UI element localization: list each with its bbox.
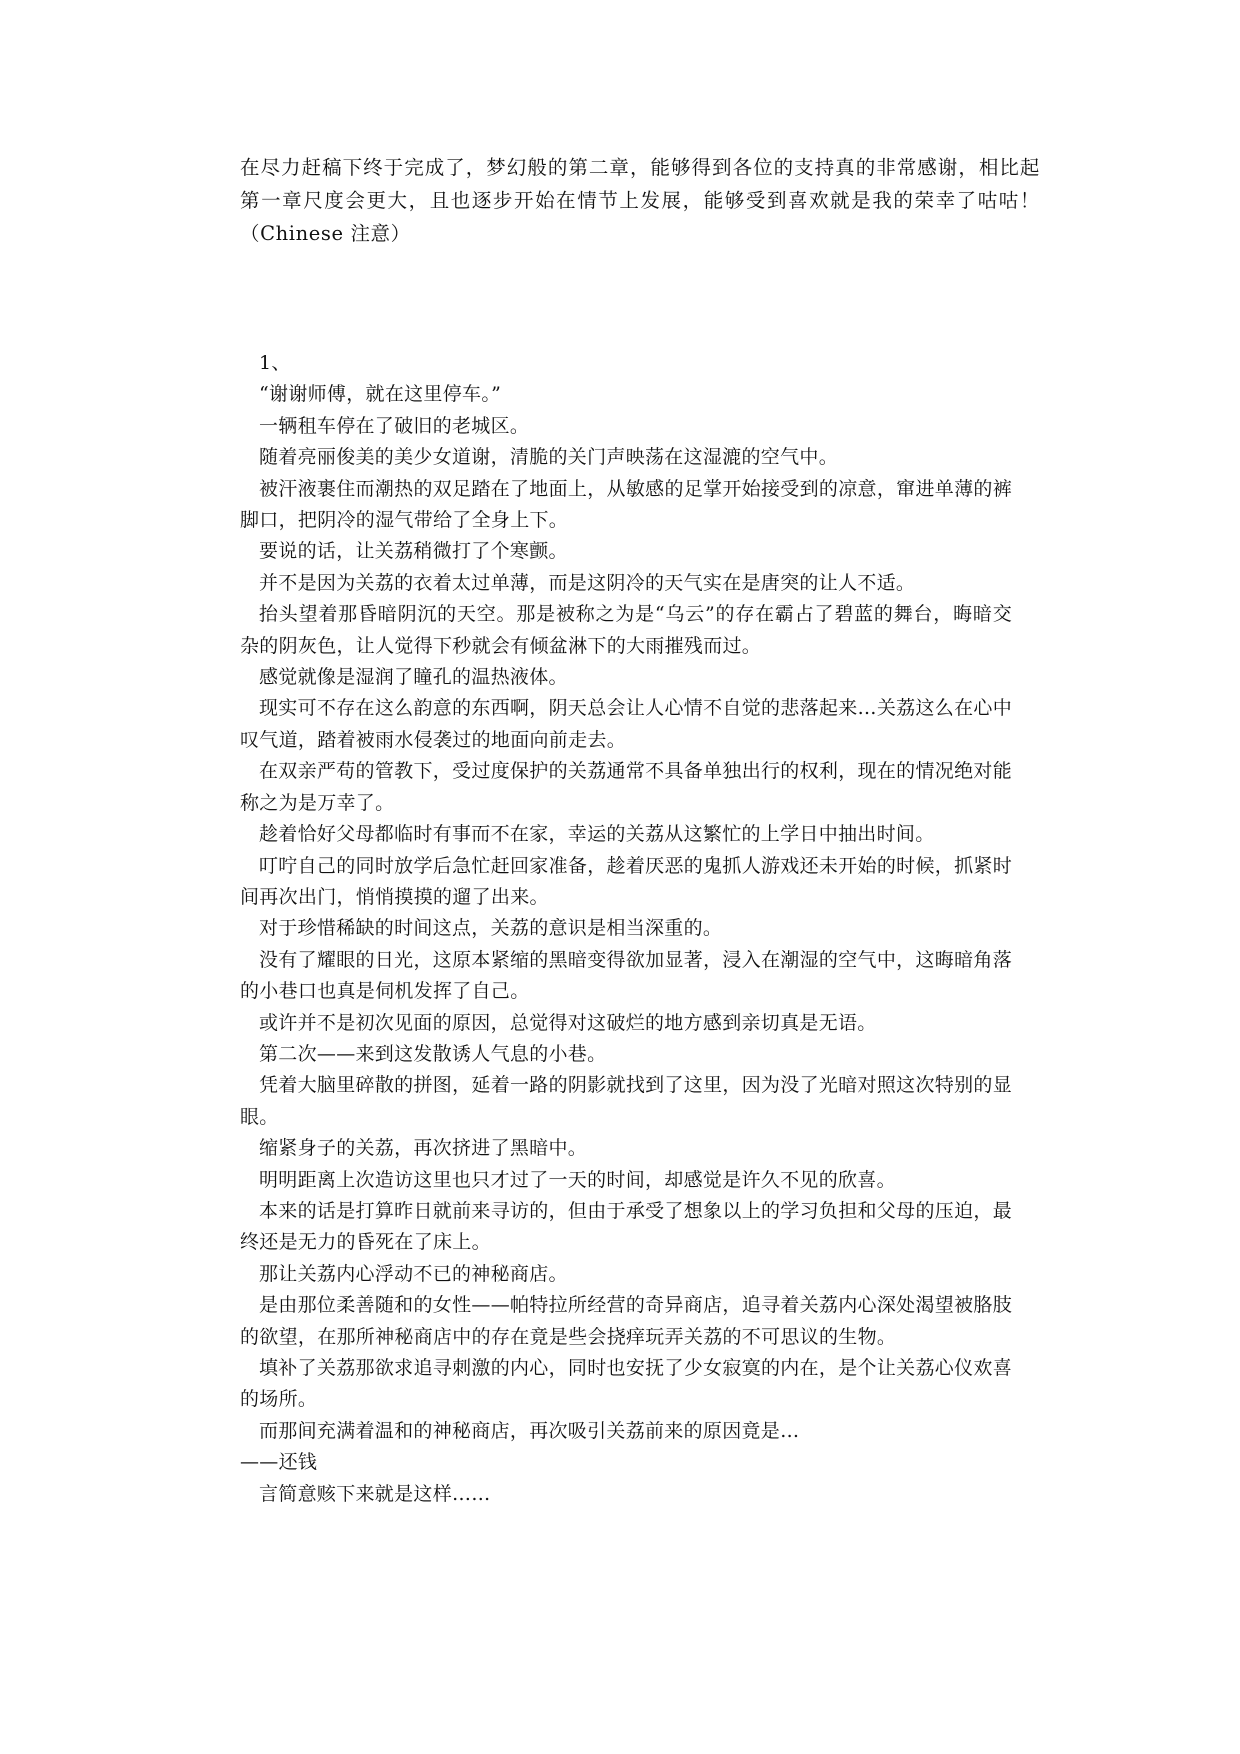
paragraph: 被汗液裹住而潮热的双足踏在了地面上，从敏感的足掌开始接受到的凉意，窜进单薄的裤脚口，把阴冷的湿气带给了全身上下。 (240, 477, 1012, 532)
paragraph: 填补了关荔那欲求追寻刺激的内心，同时也安抚了少女寂寞的内在，是个让关荔心仪欢喜的场所。 (240, 1357, 1012, 1411)
paragraph: 第二次——来到这发散诱人气息的小巷。 (259, 1042, 607, 1065)
paragraph: 并不是因为关荔的衣着太过单薄，而是这阴冷的天气实在是唐突的让人不适。 (259, 571, 916, 594)
paragraph: 随着亮丽俊美的美少女道谢，清脆的关门声映荡在这湿漉的空气中。 (259, 446, 839, 469)
paragraph: 感觉就像是湿润了瞳孔的温热液体。 (259, 666, 568, 689)
paragraph: 现实可不存在这么韵意的东西啊，阴天总会让人心情不自觉的悲落起来…关荔这么在心中叹气道，踏着被雨水侵袭过的地面向前走去。 (240, 697, 1012, 751)
paragraph: 在双亲严苟的管教下，受过度保护的关荔通常不具备单独出行的权利，现在的情况绝对能称之为是万幸了。 (240, 760, 1012, 814)
paragraph: 明明距离上次造访这里也只才过了一天的时间，却感觉是许久不见的欣喜。 (259, 1168, 896, 1191)
paragraph: 缩紧身子的关荔，再次挤进了黑暗中。 (259, 1137, 588, 1160)
chapter-number: 1、 (259, 352, 291, 374)
paragraph: 叮咛自己的同时放学后急忙赶回家准备，趁着厌恶的鬼抓人游戏还未开始的时候，抓紧时间再次出门，悄悄摸摸的遛了出来。 (240, 854, 1012, 908)
last-line: 言简意赅下来就是这样…… (259, 1482, 491, 1505)
paragraph: “谢谢师傅，就在这里停车。” (259, 383, 502, 406)
paragraph: 那让关荔内心浮动不已的神秘商店。 (259, 1262, 568, 1285)
paragraph: 趁着恰好父母都临时有事而不在家，幸运的关荔从这繁忙的上学日中抽出时间。 (259, 823, 935, 846)
preface-paragraph: 在尽力赶稿下终于完成了，梦幻般的第二章，能够得到各位的支持真的非常感谢，相比起第一章尺度会更大，且也逐步开始在情节上发展，能够受到喜欢就是我的荣幸了咕咕！（Chinese 注意） (240, 156, 1040, 245)
paragraph: 对于珍惜稀缺的时间这点，关荔的意识是相当深重的。 (259, 917, 723, 940)
paragraph: 没有了耀眼的日光，这原本紧缩的黑暗变得欲加显著，浸入在潮湿的空气中，这晦暗角落的小巷口也真是伺机发挥了自己。 (240, 948, 1012, 1003)
paragraph: 凭着大脑里碎散的拼图，延着一路的阴影就找到了这里，因为没了光暗对照这次特别的显眼。 (240, 1074, 1012, 1128)
paragraph: 或许并不是初次见面的原因，总觉得对这破烂的地方感到亲切真是无语。 (259, 1011, 877, 1034)
chapter-body (240, 348, 1012, 1510)
paragraph: 本来的话是打算昨日就前来寻访的，但由于承受了想象以上的学习负担和父母的压迫，最终还是无力的昏死在了床上。 (240, 1199, 1012, 1254)
paragraph: 而那间充满着温和的神秘商店，再次吸引关荔前来的原因竟是… (259, 1419, 800, 1442)
dash-line: ——还钱 (240, 1451, 318, 1474)
paragraph: 要说的话，让关荔稍微打了个寒颤。 (259, 540, 568, 563)
paragraph: 一辆租车停在了破旧的老城区。 (259, 414, 530, 437)
paragraph: 是由那位柔善随和的女性——帕特拉所经营的奇异商店，追寻着关荔内心深处渴望被胳肢的欲望，在那所神秘商店中的存在竟是些会挠痒玩弄关荔的不可思议的生物。 (240, 1294, 1012, 1348)
paragraph: 抬头望着那昏暗阴沉的天空。那是被称之为是“乌云”的存在霸占了碧蓝的舞台，晦暗交杂的阴灰色，让人觉得下秒就会有倾盆淋下的大雨摧残而过。 (240, 603, 1012, 657)
